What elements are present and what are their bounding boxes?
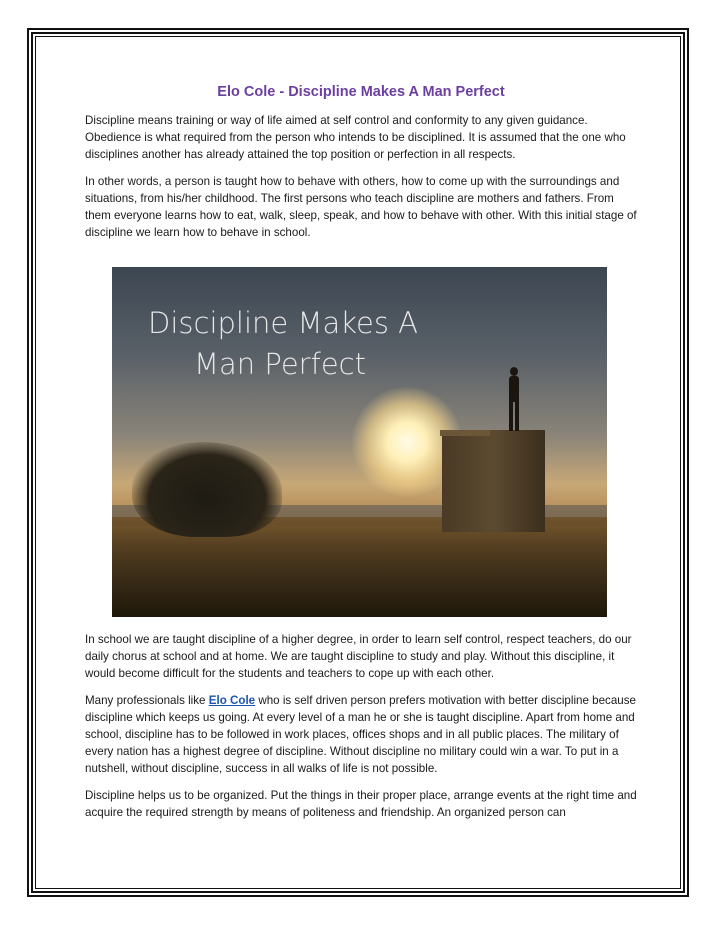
paragraph-1: Discipline means training or way of life aimed at self control and conformity to any given guidance. Obedience is what required from the person who intends to be disciplined. It is assumed that the one who disciplines another has already attained the top position or perfection in all respects. [85, 114, 626, 161]
tree-silhouette [132, 442, 282, 537]
paragraph-3: In school we are taught discipline of a higher degree, in order to learn self control, respect teachers, do our daily chorus at school and at home. We are taught discipline to study and play. Without this discipline, it would become difficult for the students and teachers to cope up with each other. [85, 633, 632, 680]
hero-caption-line-1: Discipline Makes A [148, 306, 419, 340]
hero-caption [148, 303, 448, 385]
document-body [85, 84, 637, 831]
paragraph-4-before: Many professionals like [85, 694, 209, 707]
stone-tower [442, 430, 545, 532]
tower-ledge [440, 430, 490, 436]
hero-caption-line-2: Man Perfect [194, 347, 366, 381]
paragraph-5: Discipline helps us to be organized. Put the things in their proper place, arrange events at the right time and acquire the required strength by means of politeness and friendship. An organized person can [85, 789, 637, 819]
person-silhouette [507, 367, 521, 431]
paragraph-2: In other words, a person is taught how to behave with others, how to come up with the surroundings and situations, from his/her childhood. The first persons who teach discipline are mothers and fathers. From them everyone learns how to eat, walk, sleep, speak, and how to behave with other. With this initial stage of discipline we learn how to behave in school. [85, 175, 637, 239]
elo-cole-link[interactable]: Elo Cole [208, 694, 256, 707]
hero-image [112, 267, 607, 617]
paragraph-4 [85, 692, 637, 777]
paragraph-4-after: who is self driven person prefers motivation with better discipline because discipline which keeps us going. At every level of a man he or she is taught discipline. Apart from home and school, discipline has to be followed in work places, offices shops and in all public places. The military of every nation has a highest degree of discipline. Without discipline no military could win a war. To put in a nutshell, without discipline, success in all walks of life is not possible. [85, 694, 636, 775]
page-title: Elo Cole - Discipline Makes A Man Perfect [217, 84, 505, 100]
